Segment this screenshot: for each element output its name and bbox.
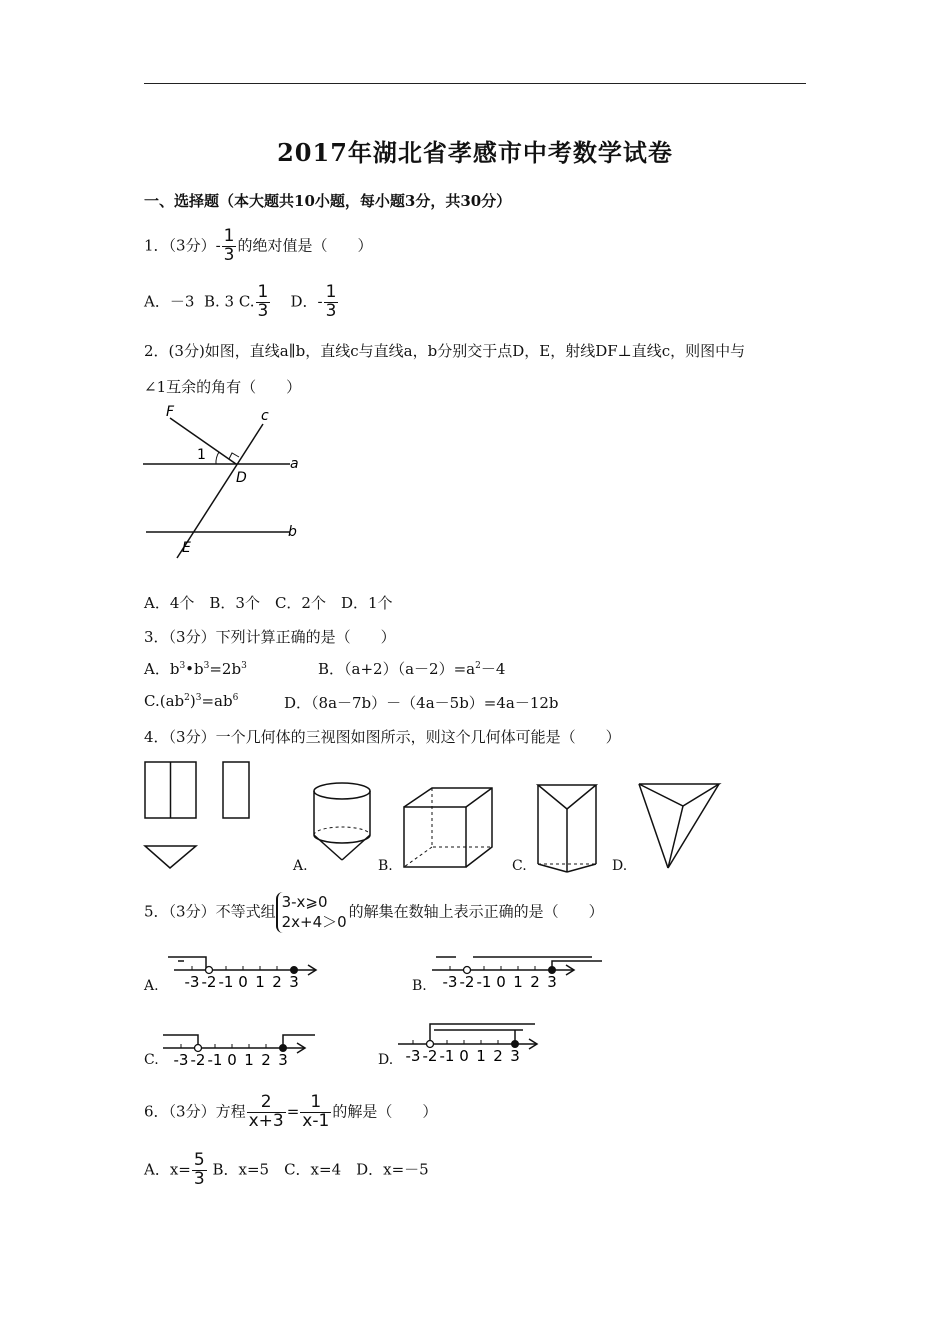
tick-label: -2	[190, 1051, 206, 1069]
tick-label: -1	[207, 1051, 223, 1069]
open-endpoint	[427, 1041, 434, 1048]
option-a-solid	[300, 780, 390, 870]
angle-arc	[216, 452, 219, 464]
line-c	[177, 424, 263, 558]
option-c-prism	[532, 782, 602, 874]
question-4-stem: 4．（3分）一个几何体的三视图如图所示，则这个几何体可能是（ ）	[144, 728, 621, 746]
q5-label-d: D.	[378, 1052, 394, 1068]
tick-label: -3	[184, 973, 200, 991]
question-3-option-c: $C.(ab^2)^3=ab^6$	[144, 692, 239, 710]
parallel-lines-figure	[140, 400, 310, 560]
closed-endpoint	[512, 1041, 519, 1048]
tick-label: -1	[218, 973, 234, 991]
q4-label-c: C.	[512, 858, 527, 874]
label-f: F	[166, 404, 175, 420]
fraction: $\frac{1}{x-1}$	[302, 1092, 330, 1131]
tick-label: -3	[405, 1047, 421, 1065]
question-3-stem: 3．（3分）下列计算正确的是（ ）	[144, 628, 396, 646]
fraction: $\frac{1}{3}$	[325, 282, 337, 321]
label-e: E	[182, 540, 191, 556]
fraction: $\frac{1}{3}$	[257, 282, 269, 321]
tick-label: 1	[513, 973, 523, 991]
tick-label: 0	[496, 973, 506, 991]
label-b: b	[288, 524, 297, 540]
closed-endpoint	[291, 967, 298, 974]
question-6-options: A．x= $\frac{5}{3}$ B．x=5 C．x=4 D．x=－5	[144, 1150, 429, 1189]
tick-label: 0	[227, 1051, 237, 1069]
question-2-line-2: ∠1互余的角有（ ）	[144, 378, 302, 396]
tick-label: -3	[173, 1051, 189, 1069]
question-6-stem: 6．（3分）方程 $\frac{2}{x+3}$ = $\frac{1}{x-1}$ 的解是（ ）	[144, 1092, 438, 1131]
solution-bracket	[552, 961, 602, 970]
tick-label: 3	[510, 1047, 520, 1065]
tick-label: 2	[272, 973, 282, 991]
tick-label: 3	[278, 1051, 288, 1069]
fraction: $\frac{5}{3}$	[193, 1150, 205, 1189]
number-line-b	[428, 940, 638, 996]
side-view	[223, 762, 249, 818]
tick-label: 3	[289, 973, 299, 991]
solution-bracket	[430, 1024, 535, 1044]
tick-label: 1	[255, 973, 265, 991]
tick-label: 0	[238, 973, 248, 991]
question-3-option-a: A．$b^3•b^3=2b^3$	[144, 660, 247, 678]
label-angle-1: 1	[197, 447, 206, 463]
open-endpoint	[195, 1045, 202, 1052]
fraction: $\frac{1}{3}$	[223, 226, 235, 265]
question-5-stem: 5．（3分）不等式组 3-x⩾0 2x+4＞0 的解集在数轴上表示正确的是（ ）	[144, 893, 604, 932]
solution-bracket	[283, 1035, 315, 1048]
question-3-option-d: D．（8a－7b）－（4a－5b）=4a－12b	[284, 694, 559, 712]
open-endpoint	[206, 967, 213, 974]
tick-label: 2	[261, 1051, 271, 1069]
inequality-system: 3-x⩾0 2x+4＞0	[276, 892, 349, 933]
tick-label: 3	[547, 973, 557, 991]
fraction: $\frac{2}{x+3}$	[248, 1092, 284, 1131]
closed-endpoint	[280, 1045, 287, 1052]
question-3-option-b: B．$(a+2)(a-2)=a^2-4$	[318, 660, 506, 678]
q4-label-d: D.	[612, 858, 628, 874]
header-rule	[144, 83, 806, 84]
closed-endpoint	[549, 967, 556, 974]
tick-label: 1	[244, 1051, 254, 1069]
tick-label: -1	[476, 973, 492, 991]
option-b-cube	[398, 785, 498, 870]
q5-label-b: B.	[412, 978, 427, 994]
question-2-line-1: 2．(3分)如图，直线a∥b，直线c与直线a，b分别交于点D，E，射线DF⊥直线c，则图中与	[144, 342, 746, 360]
option-d-pyramid	[635, 780, 725, 872]
number-line-d	[398, 1008, 568, 1074]
label-a: a	[290, 456, 299, 472]
tick-label: 2	[493, 1047, 503, 1065]
question-1-stem: 1．（3分）- $\frac{1}{3}$ 的绝对值是（ ）	[144, 226, 373, 265]
label-c: c	[261, 408, 269, 424]
top-view	[145, 846, 196, 868]
q4-label-b: B.	[378, 858, 393, 874]
page-title: 2017年湖北省孝感市中考数学试卷	[277, 138, 673, 167]
tick-label: -3	[442, 973, 458, 991]
q5-label-c: C.	[144, 1052, 159, 1068]
q5-label-a: A.	[144, 978, 159, 994]
three-views-figure	[140, 758, 260, 873]
label-d: D	[236, 470, 247, 486]
q4-label-a: A.	[293, 858, 308, 874]
tick-label: -2	[201, 973, 217, 991]
question-1-options: A．－3 B. 3 C. $\frac{1}{3}$ D．- $\frac{1}{3}$	[144, 282, 337, 321]
tick-label: -2	[422, 1047, 438, 1065]
tick-label: 2	[530, 973, 540, 991]
right-angle-mark	[229, 453, 239, 459]
tick-label: -2	[459, 973, 475, 991]
number-line-a	[162, 940, 352, 996]
tick-label: -1	[439, 1047, 455, 1065]
tick-label: 1	[476, 1047, 486, 1065]
question-2-options: A．4个 B．3个 C．2个 D．1个	[144, 594, 393, 612]
number-line-c	[160, 1018, 350, 1074]
tick-label: 0	[459, 1047, 469, 1065]
solution-bracket	[168, 957, 206, 970]
section-heading: 一、选择题（本大题共10小题，每小题3分，共30分）	[144, 192, 512, 210]
open-endpoint	[464, 967, 471, 974]
